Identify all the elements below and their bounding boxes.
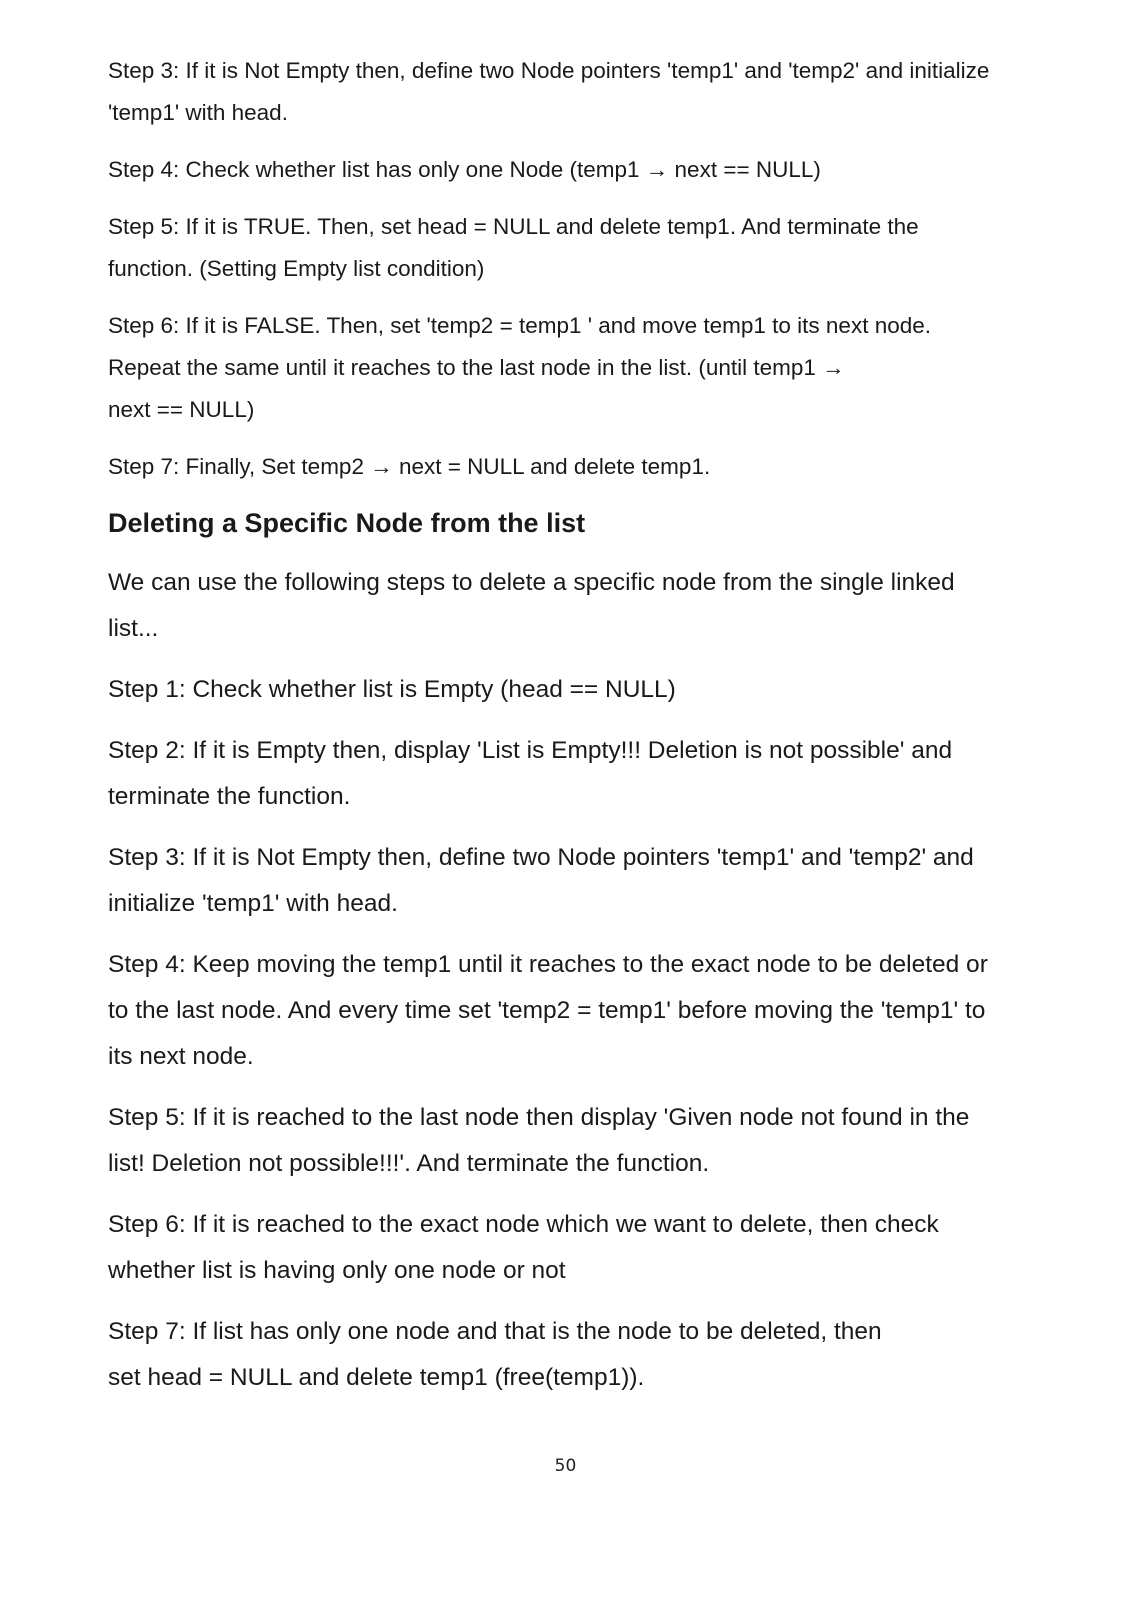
text-line: Step 3: If it is Not Empty then, define two Node pointers 'temp1' and 'temp2' and — [108, 844, 974, 871]
step-6 — [108, 1202, 1083, 1294]
text-line: Step 6: If it is reached to the exact node which we want to delete, then check — [108, 1211, 939, 1238]
top-step-4 — [108, 149, 1083, 191]
step-2 — [108, 728, 1083, 820]
step-5 — [108, 1095, 1083, 1187]
text-line: We can use the following steps to delete a specific node from the single linked — [108, 569, 955, 596]
text-line: to the last node. And every time set 'temp2 = temp1' before moving the 'temp1' to — [108, 997, 986, 1024]
top-step-5 — [108, 206, 1083, 290]
section-intro — [108, 560, 1083, 652]
text-line: its next node. — [108, 1043, 254, 1070]
text-line: Step 3: If it is Not Empty then, define two Node pointers 'temp1' and 'temp2' and initialize — [108, 58, 990, 83]
text-line: Step 6: If it is FALSE. Then, set 'temp2 = temp1 ' and move temp1 to its next node. — [108, 313, 931, 338]
text-line: next == NULL) — [108, 397, 255, 422]
text-line: initialize 'temp1' with head. — [108, 890, 398, 917]
text-line: Step 7: Finally, Set temp2 → next = NULL and delete temp1. — [108, 454, 711, 479]
top-step-6 — [108, 305, 1083, 431]
text-line: set head = NULL and delete temp1 (free(temp1)). — [108, 1364, 645, 1391]
text-line: whether list is having only one node or not — [108, 1257, 566, 1284]
top-step-7 — [108, 446, 1083, 488]
step-4 — [108, 942, 1083, 1080]
text-line: Step 4: Check whether list has only one Node (temp1 → next == NULL) — [108, 157, 821, 182]
page-content — [108, 50, 1083, 1416]
text-line: Step 1: Check whether list is Empty (head == NULL) — [108, 676, 676, 703]
text-line: list! Deletion not possible!!!'. And terminate the function. — [108, 1150, 710, 1177]
top-step-3 — [108, 50, 1083, 134]
step-1 — [108, 667, 1083, 713]
text-line: function. (Setting Empty list condition) — [108, 256, 485, 281]
step-3 — [108, 835, 1083, 927]
text-line: list... — [108, 615, 159, 642]
text-line: Step 2: If it is Empty then, display 'List is Empty!!! Deletion is not possible' and — [108, 737, 953, 764]
text-line: Step 4: Keep moving the temp1 until it reaches to the exact node to be deleted or — [108, 951, 988, 978]
page-number: 50 — [554, 1456, 577, 1476]
text-line: Step 7: If list has only one node and that is the node to be deleted, then — [108, 1318, 882, 1345]
section-heading: Deleting a Specific Node from the list — [108, 508, 586, 538]
text-line: 'temp1' with head. — [108, 100, 288, 125]
text-line: terminate the function. — [108, 783, 351, 810]
text-line: Step 5: If it is TRUE. Then, set head = NULL and delete temp1. And terminate the — [108, 214, 919, 239]
text-line: Repeat the same until it reaches to the last node in the list. (until temp1 → — [108, 355, 845, 380]
step-7 — [108, 1309, 1083, 1401]
text-line: Step 5: If it is reached to the last node then display 'Given node not found in the — [108, 1104, 970, 1131]
